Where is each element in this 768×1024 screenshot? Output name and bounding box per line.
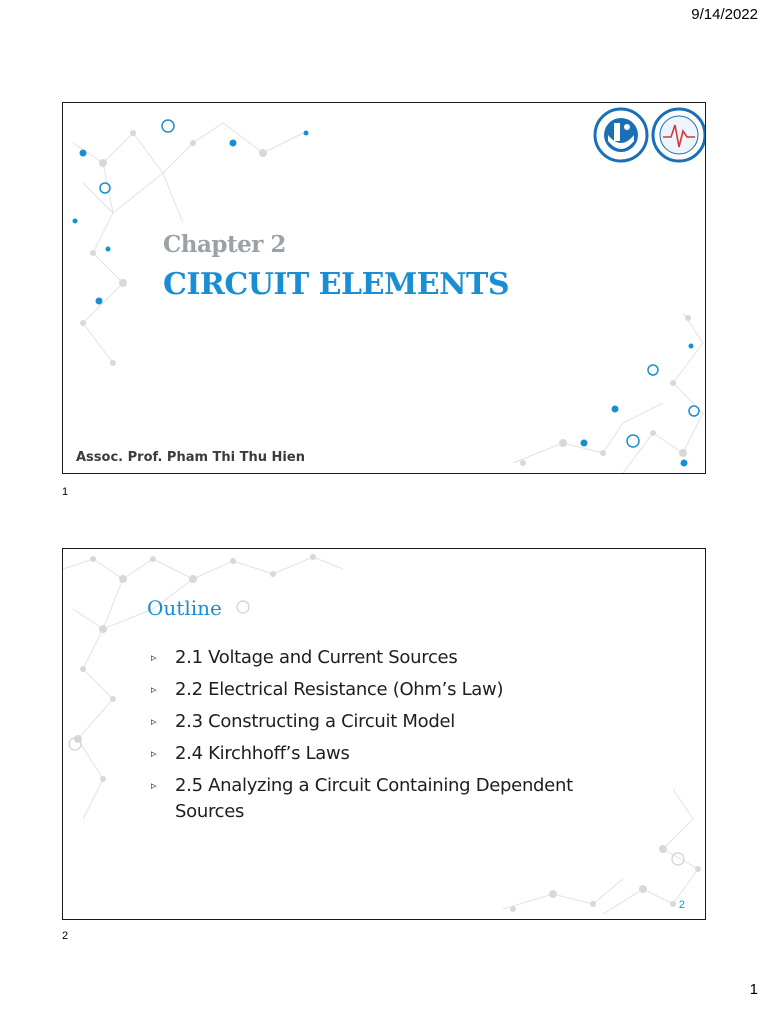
page-date: 9/14/2022 [691,6,758,23]
bullet-icon: ▹ [151,747,157,760]
outline-item [151,677,621,703]
outline-list [151,645,621,831]
outline-item [151,709,621,735]
page-number: 1 [749,981,758,998]
bullet-icon: ▹ [151,779,157,792]
author-name: Assoc. Prof. Pham Thi Thu Hien [76,450,305,465]
outline-item [151,773,621,825]
slide-1 [62,102,706,474]
outline-item-text: 2.3 Constructing a Circuit Model [175,711,455,732]
outline-item [151,645,621,671]
outline-item-text: 2.5 Analyzing a Circuit Containing Dependent Sources [175,775,573,822]
outline-item-text: 2.1 Voltage and Current Sources [175,647,458,668]
slide-2-number: 2 [62,930,69,942]
outline-item [151,741,621,767]
slide-title: CIRCUIT ELEMENTS [163,267,509,302]
outline-item-text: 2.4 Kirchhoff’s Laws [175,743,350,764]
biomedical-engineering-logo [651,105,706,165]
bullet-icon: ▹ [151,715,157,728]
outline-heading: Outline [147,596,222,620]
slide-2 [62,548,706,920]
slide-1-number: 1 [62,486,69,498]
outline-item-text: 2.2 Electrical Resistance (Ohm’s Law) [175,679,504,700]
bullet-icon: ▹ [151,651,157,664]
slide-number: 2 [678,899,685,911]
chapter-label: Chapter 2 [163,231,286,258]
university-seal-logo [593,105,649,165]
bullet-icon: ▹ [151,683,157,696]
